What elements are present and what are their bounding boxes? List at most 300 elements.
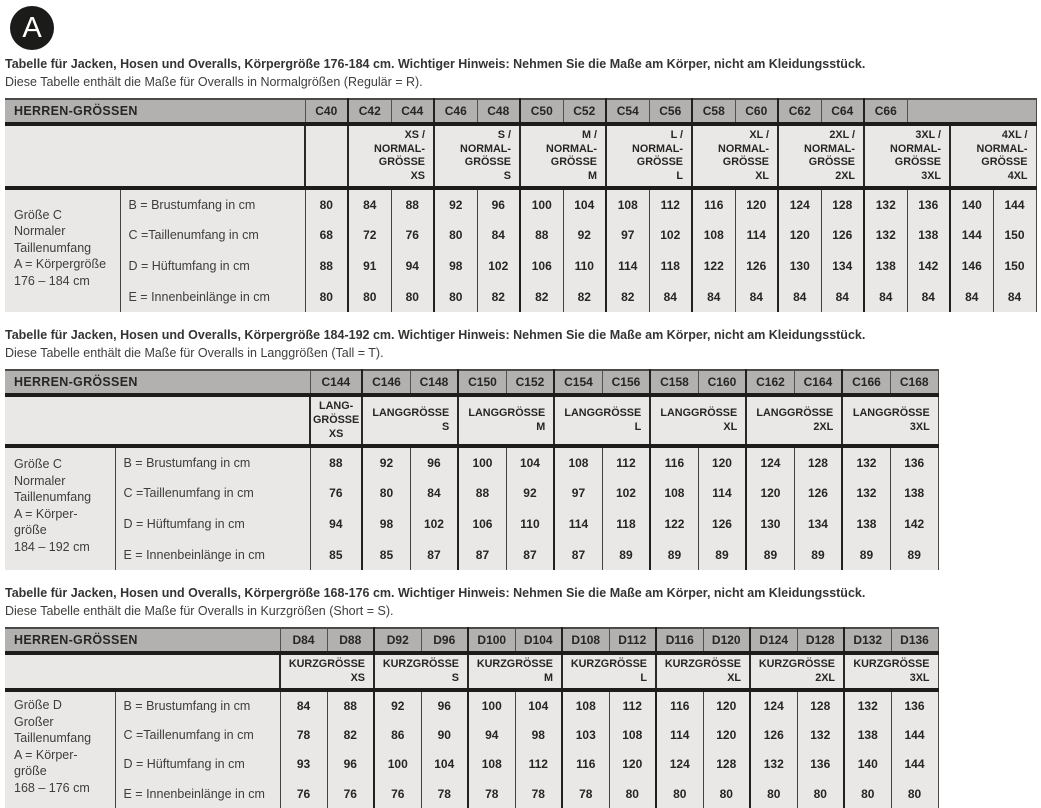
measure-label-cell: D = Hüftumfang in cm — [115, 508, 310, 539]
measure-label-cell: C =Taillenumfang in cm — [115, 477, 310, 508]
size-group-cell: KURZGRÖSSE XL — [656, 653, 750, 690]
measure-value-cell: 120 — [703, 720, 750, 750]
measure-value-cell: 150 — [993, 219, 1036, 250]
measure-value-cell: 102 — [649, 219, 692, 250]
size-code-cell: C160 — [698, 370, 746, 395]
size-code-cell: C40 — [305, 99, 348, 124]
size-group-cell: LANGGRÖSSE M — [458, 395, 554, 446]
measure-value-cell: 104 — [563, 188, 606, 219]
measure-value-cell: 85 — [362, 539, 410, 570]
measure-value-cell: 87 — [554, 539, 602, 570]
measure-value-cell: 120 — [703, 690, 750, 720]
size-info-block-height: A = Körpergröße 176 – 184 cm — [14, 257, 107, 288]
measure-value-cell: 114 — [554, 508, 602, 539]
measure-value-cell: 89 — [842, 539, 890, 570]
measure-value-cell: 92 — [563, 219, 606, 250]
size-code-cell: D108 — [562, 628, 609, 653]
measure-value-cell: 90 — [421, 720, 468, 750]
measure-value-cell: 132 — [844, 690, 891, 720]
size-code-cell: C56 — [649, 99, 692, 124]
measure-value-cell: 126 — [735, 250, 778, 281]
measure-value-cell: 134 — [794, 508, 842, 539]
size-code-cell: C58 — [692, 99, 735, 124]
measure-value-cell: 132 — [864, 188, 907, 219]
measure-value-cell: 96 — [327, 749, 374, 779]
measure-row — [5, 779, 938, 808]
measure-value-cell: 89 — [698, 539, 746, 570]
measure-value-cell: 110 — [506, 508, 554, 539]
size-group-cell: KURZGRÖSSE 2XL — [750, 653, 844, 690]
table-intro — [5, 585, 1036, 620]
measure-value-cell: 80 — [656, 779, 703, 808]
measure-label-cell: C =Taillenumfang in cm — [120, 219, 305, 250]
intro-subtext: Diese Tabelle enthält die Maße für Overalls in Normalgrößen (Regulär = R). — [5, 74, 423, 89]
size-code-cell: D100 — [468, 628, 515, 653]
size-table-tall — [5, 369, 939, 570]
measure-value-cell: 138 — [844, 720, 891, 750]
measure-value-cell: 144 — [891, 749, 938, 779]
measure-value-cell: 80 — [844, 779, 891, 808]
size-group-cell: KURZGRÖSSE L — [562, 653, 656, 690]
measure-value-cell: 126 — [821, 219, 864, 250]
size-code-cell: C168 — [890, 370, 938, 395]
measure-value-cell: 106 — [520, 250, 563, 281]
measure-row — [5, 281, 1036, 312]
size-group-cell: KURZGRÖSSE S — [374, 653, 468, 690]
size-group-cell: 4XL / NORMAL- GRÖSSE 4XL — [950, 124, 1036, 188]
size-group-cell: KURZGRÖSSE XS — [280, 653, 374, 690]
size-group-cell: KURZGRÖSSE 3XL — [844, 653, 938, 690]
measure-label-cell: B = Brustumfang in cm — [115, 690, 280, 720]
measure-value-cell: 87 — [410, 539, 458, 570]
measure-value-cell: 108 — [650, 477, 698, 508]
size-code-row — [5, 628, 938, 653]
measure-value-cell: 120 — [609, 749, 656, 779]
size-code-cell: C54 — [606, 99, 649, 124]
measure-label-cell: B = Brustumfang in cm — [115, 446, 310, 477]
size-code-cell: C162 — [746, 370, 794, 395]
measure-value-cell: 114 — [698, 477, 746, 508]
measure-value-cell: 126 — [794, 477, 842, 508]
measure-value-cell: 140 — [844, 749, 891, 779]
group-row-label-spacer — [5, 395, 310, 446]
measure-value-cell: 82 — [327, 720, 374, 750]
measure-value-cell: 84 — [778, 281, 821, 312]
size-code-cell: C52 — [563, 99, 606, 124]
measure-value-cell: 136 — [890, 446, 938, 477]
measure-value-cell: 104 — [421, 749, 468, 779]
measure-value-cell: 98 — [434, 250, 477, 281]
table-intro — [5, 327, 1036, 362]
measure-value-cell: 84 — [348, 188, 391, 219]
measure-value-cell: 84 — [477, 219, 520, 250]
size-code-row — [5, 370, 938, 395]
measure-value-cell: 92 — [362, 446, 410, 477]
measure-value-cell: 78 — [280, 720, 327, 750]
measure-value-cell: 138 — [842, 508, 890, 539]
measure-label-cell: D = Hüftumfang in cm — [115, 749, 280, 779]
measure-value-cell: 94 — [468, 720, 515, 750]
size-code-cell: C146 — [362, 370, 410, 395]
measure-value-cell: 100 — [458, 446, 506, 477]
measure-value-cell: 128 — [797, 690, 844, 720]
size-table-normal — [5, 98, 1037, 312]
size-group-cell: LANGGRÖSSE XL — [650, 395, 746, 446]
size-group-cell: 3XL / NORMAL- GRÖSSE 3XL — [864, 124, 950, 188]
measure-value-cell: 110 — [563, 250, 606, 281]
size-table-short — [5, 627, 939, 808]
size-code-cell: C154 — [554, 370, 602, 395]
size-code-cell: D88 — [327, 628, 374, 653]
size-code-row — [5, 99, 1036, 124]
measure-value-cell: 136 — [907, 188, 950, 219]
measure-value-cell: 128 — [821, 188, 864, 219]
measure-value-cell: 132 — [864, 219, 907, 250]
size-code-cell: C42 — [348, 99, 391, 124]
measure-value-cell: 96 — [410, 446, 458, 477]
measure-value-cell: 142 — [907, 250, 950, 281]
size-code-cell: C144 — [310, 370, 362, 395]
size-code-cell: C46 — [434, 99, 477, 124]
size-code-cell: D124 — [750, 628, 797, 653]
measure-value-cell: 82 — [563, 281, 606, 312]
table-header-title: HERREN-GRÖSSEN — [5, 370, 310, 395]
size-info-block-waist: Größe C Normaler Taillenumfang — [14, 457, 92, 505]
size-info-block-waist: Größe D Großer Taillenumfang — [14, 698, 92, 746]
size-code-cell: C166 — [842, 370, 890, 395]
measure-value-cell: 114 — [656, 720, 703, 750]
measure-value-cell: 142 — [890, 508, 938, 539]
measure-value-cell: 80 — [609, 779, 656, 808]
measure-value-cell: 103 — [562, 720, 609, 750]
measure-value-cell: 89 — [746, 539, 794, 570]
size-code-cell: C152 — [506, 370, 554, 395]
table-intro — [5, 56, 1036, 91]
measure-value-cell: 92 — [506, 477, 554, 508]
size-chart-page — [0, 6, 1041, 802]
size-code-cell: C66 — [864, 99, 907, 124]
measure-value-cell: 116 — [562, 749, 609, 779]
table-section-tall — [0, 327, 1041, 570]
measure-row — [5, 250, 1036, 281]
measure-label-cell: E = Innenbeinlänge in cm — [115, 539, 310, 570]
intro-heading: Tabelle für Jacken, Hosen und Overalls, Körpergröße 168-176 cm. Wichtiger Hinweis: Nehmen Sie die Maße am Körper, nicht am Kleidungsstück. — [5, 586, 866, 601]
measure-value-cell: 132 — [797, 720, 844, 750]
measure-value-cell: 94 — [391, 250, 434, 281]
table-section-short — [0, 585, 1041, 808]
measure-value-cell: 112 — [609, 690, 656, 720]
measure-value-cell: 102 — [477, 250, 520, 281]
measure-value-cell: 78 — [421, 779, 468, 808]
size-code-cell: D120 — [703, 628, 750, 653]
size-code-cell: D104 — [515, 628, 562, 653]
size-code-cell: C62 — [778, 99, 821, 124]
measure-value-cell: 82 — [606, 281, 649, 312]
size-group-cell: LANGGRÖSSE 2XL — [746, 395, 842, 446]
measure-value-cell: 72 — [348, 219, 391, 250]
measure-value-cell: 150 — [993, 250, 1036, 281]
size-code-cell: D112 — [609, 628, 656, 653]
size-group-cell: 2XL / NORMAL- GRÖSSE 2XL — [778, 124, 864, 188]
measure-value-cell: 92 — [374, 690, 421, 720]
measure-value-cell: 80 — [434, 219, 477, 250]
measure-value-cell: 80 — [305, 281, 348, 312]
measure-value-cell: 76 — [391, 219, 434, 250]
measure-value-cell: 102 — [410, 508, 458, 539]
measure-value-cell: 76 — [374, 779, 421, 808]
size-info-cell — [5, 188, 120, 312]
measure-value-cell: 138 — [890, 477, 938, 508]
size-info-block-waist: Größe C Normaler Taillenumfang — [14, 207, 92, 255]
measure-value-cell: 132 — [750, 749, 797, 779]
measure-value-cell: 84 — [692, 281, 735, 312]
measure-value-cell: 84 — [410, 477, 458, 508]
measure-value-cell: 87 — [506, 539, 554, 570]
size-group-cell: XS / NORMAL- GRÖSSE XS — [348, 124, 434, 188]
measure-value-cell: 80 — [891, 779, 938, 808]
measure-value-cell: 146 — [950, 250, 993, 281]
measure-value-cell: 108 — [562, 690, 609, 720]
section-a-badge — [10, 6, 54, 50]
measure-value-cell: 89 — [650, 539, 698, 570]
measure-value-cell: 116 — [650, 446, 698, 477]
size-info-wrap — [14, 697, 113, 796]
measure-value-cell: 138 — [907, 219, 950, 250]
size-code-cell: D92 — [374, 628, 421, 653]
measure-row — [5, 749, 938, 779]
measure-value-cell: 84 — [735, 281, 778, 312]
size-code-cell: D116 — [656, 628, 703, 653]
size-group-cell: S / NORMAL- GRÖSSE S — [434, 124, 520, 188]
measure-value-cell: 80 — [750, 779, 797, 808]
measure-row — [5, 188, 1036, 219]
measure-value-cell: 106 — [458, 508, 506, 539]
measure-row — [5, 690, 938, 720]
measure-value-cell: 136 — [797, 749, 844, 779]
measure-value-cell: 118 — [602, 508, 650, 539]
measure-value-cell: 102 — [602, 477, 650, 508]
measure-value-cell: 84 — [907, 281, 950, 312]
measure-value-cell: 100 — [468, 690, 515, 720]
measure-value-cell: 80 — [703, 779, 750, 808]
measure-value-cell: 88 — [391, 188, 434, 219]
measure-value-cell: 124 — [778, 188, 821, 219]
measure-value-cell: 108 — [692, 219, 735, 250]
measure-value-cell: 96 — [421, 690, 468, 720]
measure-value-cell: 82 — [477, 281, 520, 312]
table-section-normal — [0, 56, 1041, 312]
measure-label-cell: B = Brustumfang in cm — [120, 188, 305, 219]
measure-value-cell: 114 — [735, 219, 778, 250]
measure-value-cell: 80 — [348, 281, 391, 312]
measure-label-cell: E = Innenbeinlänge in cm — [115, 779, 280, 808]
measure-value-cell: 112 — [649, 188, 692, 219]
measure-value-cell: 128 — [794, 446, 842, 477]
measure-value-cell: 136 — [891, 690, 938, 720]
measure-value-cell: 140 — [950, 188, 993, 219]
measure-value-cell: 82 — [520, 281, 563, 312]
measure-value-cell: 108 — [609, 720, 656, 750]
intro-heading: Tabelle für Jacken, Hosen und Overalls, Körpergröße 176-184 cm. Wichtiger Hinweis: Nehmen Sie die Maße am Körper, nicht am Kleidungsstück. — [5, 57, 866, 71]
measure-value-cell: 88 — [310, 446, 362, 477]
measure-row — [5, 720, 938, 750]
measure-value-cell: 68 — [305, 219, 348, 250]
measure-value-cell: 76 — [310, 477, 362, 508]
measure-value-cell: 80 — [434, 281, 477, 312]
measure-value-cell: 128 — [703, 749, 750, 779]
size-group-cell: LANG- GRÖSSE XS — [310, 395, 362, 446]
size-info-block-height: A = Körper- größe 184 – 192 cm — [14, 506, 90, 554]
measure-value-cell: 120 — [698, 446, 746, 477]
size-code-cell: D132 — [844, 628, 891, 653]
size-code-cell: C44 — [391, 99, 434, 124]
measure-value-cell: 122 — [692, 250, 735, 281]
measure-value-cell: 124 — [750, 690, 797, 720]
measure-value-cell: 122 — [650, 508, 698, 539]
size-info-wrap — [14, 207, 118, 290]
size-group-row — [5, 653, 938, 690]
measure-value-cell: 88 — [305, 250, 348, 281]
size-code-cell: D128 — [797, 628, 844, 653]
measure-value-cell: 114 — [606, 250, 649, 281]
size-group-cell: XL / NORMAL- GRÖSSE XL — [692, 124, 778, 188]
measure-label-cell: D = Hüftumfang in cm — [120, 250, 305, 281]
size-group-row — [5, 395, 938, 446]
measure-row — [5, 446, 938, 477]
size-group-cell: LANGGRÖSSE L — [554, 395, 650, 446]
size-code-cell: C156 — [602, 370, 650, 395]
intro-subtext: Diese Tabelle enthält die Maße für Overalls in Langgrößen (Tall = T). — [5, 345, 384, 360]
table-header-title: HERREN-GRÖSSEN — [5, 628, 280, 653]
size-code-cell: C164 — [794, 370, 842, 395]
size-code-cell: C50 — [520, 99, 563, 124]
measure-value-cell: 138 — [864, 250, 907, 281]
measure-value-cell: 87 — [458, 539, 506, 570]
measure-value-cell: 88 — [327, 690, 374, 720]
size-group-cell: LANGGRÖSSE 3XL — [842, 395, 938, 446]
measure-value-cell: 80 — [797, 779, 844, 808]
size-group-cell: LANGGRÖSSE S — [362, 395, 458, 446]
measure-value-cell: 116 — [656, 690, 703, 720]
measure-value-cell: 120 — [746, 477, 794, 508]
measure-value-cell: 91 — [348, 250, 391, 281]
measure-row — [5, 219, 1036, 250]
size-code-cell: C60 — [735, 99, 778, 124]
measure-value-cell: 84 — [649, 281, 692, 312]
measure-value-cell: 104 — [506, 446, 554, 477]
measure-value-cell: 93 — [280, 749, 327, 779]
measure-value-cell: 89 — [890, 539, 938, 570]
section-a-label: A — [22, 11, 42, 44]
size-info-cell — [5, 446, 115, 570]
size-code-cell: C150 — [458, 370, 506, 395]
measure-value-cell: 80 — [305, 188, 348, 219]
measure-value-cell: 84 — [864, 281, 907, 312]
measure-value-cell: 120 — [778, 219, 821, 250]
measure-row — [5, 539, 938, 570]
measure-label-cell: C =Taillenumfang in cm — [115, 720, 280, 750]
measure-label-cell: E = Innenbeinlänge in cm — [120, 281, 305, 312]
measure-value-cell: 80 — [362, 477, 410, 508]
measure-value-cell: 100 — [374, 749, 421, 779]
size-code-blank-cell — [907, 99, 1036, 124]
measure-value-cell: 144 — [950, 219, 993, 250]
measure-value-cell: 104 — [515, 690, 562, 720]
intro-heading: Tabelle für Jacken, Hosen und Overalls, Körpergröße 184-192 cm. Wichtiger Hinweis: Nehmen Sie die Maße am Körper, nicht am Kleidungsstück. — [5, 328, 866, 343]
measure-value-cell: 98 — [362, 508, 410, 539]
size-info-block-height: A = Körper- größe 168 – 176 cm — [14, 747, 90, 795]
measure-value-cell: 126 — [698, 508, 746, 539]
measure-row — [5, 508, 938, 539]
measure-value-cell: 84 — [821, 281, 864, 312]
size-group-cell: L / NORMAL- GRÖSSE L — [606, 124, 692, 188]
measure-value-cell: 112 — [515, 749, 562, 779]
size-group-cell: M / NORMAL- GRÖSSE M — [520, 124, 606, 188]
size-tables-container — [0, 56, 1041, 808]
size-code-cell: D136 — [891, 628, 938, 653]
measure-value-cell: 134 — [821, 250, 864, 281]
measure-value-cell: 86 — [374, 720, 421, 750]
table-header-title: HERREN-GRÖSSEN — [5, 99, 305, 124]
size-code-cell: C158 — [650, 370, 698, 395]
measure-value-cell: 84 — [950, 281, 993, 312]
size-code-cell: D84 — [280, 628, 327, 653]
measure-value-cell: 144 — [891, 720, 938, 750]
measure-value-cell: 78 — [562, 779, 609, 808]
measure-value-cell: 100 — [520, 188, 563, 219]
measure-value-cell: 84 — [993, 281, 1036, 312]
measure-value-cell: 120 — [735, 188, 778, 219]
measure-value-cell: 85 — [310, 539, 362, 570]
measure-value-cell: 94 — [310, 508, 362, 539]
measure-row — [5, 477, 938, 508]
size-code-cell: C48 — [477, 99, 520, 124]
measure-value-cell: 112 — [602, 446, 650, 477]
measure-value-cell: 92 — [434, 188, 477, 219]
measure-value-cell: 78 — [515, 779, 562, 808]
measure-value-cell: 89 — [794, 539, 842, 570]
measure-value-cell: 97 — [554, 477, 602, 508]
measure-value-cell: 76 — [280, 779, 327, 808]
measure-value-cell: 124 — [746, 446, 794, 477]
measure-value-cell: 97 — [606, 219, 649, 250]
measure-value-cell: 88 — [458, 477, 506, 508]
measure-value-cell: 108 — [606, 188, 649, 219]
size-group-cell: KURZGRÖSSE M — [468, 653, 562, 690]
size-code-cell: C64 — [821, 99, 864, 124]
measure-value-cell: 80 — [391, 281, 434, 312]
size-group-row — [5, 124, 1036, 188]
measure-value-cell: 89 — [602, 539, 650, 570]
measure-value-cell: 118 — [649, 250, 692, 281]
group-row-label-spacer — [5, 124, 305, 188]
size-code-cell: C148 — [410, 370, 458, 395]
measure-value-cell: 76 — [327, 779, 374, 808]
measure-value-cell: 132 — [842, 446, 890, 477]
size-info-cell — [5, 690, 115, 808]
measure-value-cell: 130 — [746, 508, 794, 539]
intro-subtext: Diese Tabelle enthält die Maße für Overalls in Kurzgrößen (Short = S). — [5, 603, 394, 618]
group-row-label-spacer — [5, 653, 280, 690]
measure-value-cell: 126 — [750, 720, 797, 750]
size-info-wrap — [14, 456, 113, 555]
measure-value-cell: 108 — [468, 749, 515, 779]
measure-value-cell: 116 — [692, 188, 735, 219]
measure-value-cell: 144 — [993, 188, 1036, 219]
measure-value-cell: 132 — [842, 477, 890, 508]
size-code-cell: D96 — [421, 628, 468, 653]
measure-value-cell: 88 — [520, 219, 563, 250]
